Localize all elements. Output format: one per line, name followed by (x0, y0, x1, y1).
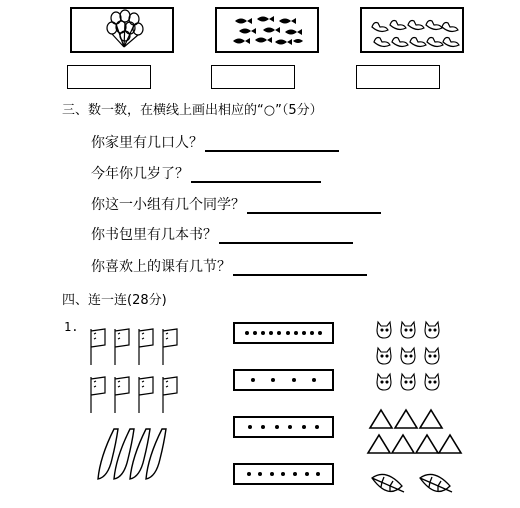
dot-mark (251, 378, 255, 382)
flags-picture (85, 325, 195, 415)
question-row (91, 194, 381, 214)
triangle-icon (416, 435, 438, 453)
dot-mark (286, 331, 290, 335)
dot-mark (258, 472, 262, 476)
question-text: 你书包里有几本书？ (91, 227, 217, 243)
dot-mark (281, 472, 285, 476)
question-text: 你喜欢上的课有几节？ (91, 259, 231, 275)
answer-box-balloons[interactable] (67, 65, 151, 89)
dot-box[interactable] (233, 322, 334, 344)
flag-icon (163, 377, 177, 413)
picture-frame-ducks (360, 7, 464, 53)
cat-icon (425, 374, 439, 390)
triangle-icon (392, 435, 414, 453)
cat-icon (401, 322, 415, 338)
dot-box[interactable] (233, 416, 334, 438)
bananas-picture (92, 425, 182, 485)
dot-mark (312, 378, 316, 382)
item-number: 1. (64, 320, 79, 334)
leaves-picture (368, 468, 463, 508)
dot-mark (315, 425, 319, 429)
flag-icon (91, 377, 105, 413)
dot-mark (270, 472, 274, 476)
dot-mark (292, 378, 296, 382)
cat-icon (401, 348, 415, 364)
question-row (91, 163, 321, 183)
question-text: 你家里有几口人？ (91, 135, 203, 151)
flag-icon (139, 377, 153, 413)
dot-mark (261, 425, 265, 429)
dot-mark (318, 331, 322, 335)
dot-mark (245, 331, 249, 335)
cat-icon (401, 374, 415, 390)
dot-mark (293, 472, 297, 476)
cat-icon (425, 348, 439, 364)
leaf-icon (372, 474, 404, 492)
cat-icon (377, 322, 391, 338)
triangle-icon (368, 435, 390, 453)
flag-icon (115, 329, 129, 365)
dot-mark (294, 331, 298, 335)
section-three-heading: 三、数一数，在横线上画出相应的“○”（5分） (62, 103, 323, 118)
dot-mark (305, 472, 309, 476)
flag-icon (139, 329, 153, 365)
triangle-icon (420, 410, 442, 428)
fish-picture (217, 9, 317, 51)
cat-icon (377, 374, 391, 390)
triangle-icon (439, 435, 461, 453)
leaf-icon (420, 474, 452, 492)
flag-icon (91, 329, 105, 365)
question-row (91, 224, 353, 244)
question-text: 你这一小组有几个同学？ (91, 197, 245, 213)
dot-mark (277, 331, 281, 335)
dot-mark (310, 331, 314, 335)
answer-line[interactable] (191, 171, 321, 183)
dot-box[interactable] (233, 369, 334, 391)
ducks-picture (362, 9, 462, 51)
dot-mark (302, 331, 306, 335)
flag-icon (163, 329, 177, 365)
cat-icon (377, 348, 391, 364)
question-row (91, 256, 367, 276)
answer-line[interactable] (247, 202, 381, 214)
dot-mark (248, 425, 252, 429)
dot-mark (302, 425, 306, 429)
cat-icon (425, 322, 439, 338)
dot-mark (275, 425, 279, 429)
triangle-icon (370, 410, 392, 428)
picture-frame-balloons (70, 7, 174, 53)
dot-mark (247, 472, 251, 476)
question-text: 今年你几岁了？ (91, 166, 189, 182)
dot-mark (271, 378, 275, 382)
section-four-heading: 四、连一连(28分) (62, 293, 167, 308)
answer-line[interactable] (205, 140, 339, 152)
answer-line[interactable] (219, 232, 353, 244)
dot-box[interactable] (233, 463, 334, 485)
question-row (91, 132, 339, 152)
triangle-icon (395, 410, 417, 428)
answer-box-fish[interactable] (211, 65, 295, 89)
answer-line[interactable] (233, 264, 367, 276)
picture-frame-fish (215, 7, 319, 53)
dot-mark (269, 331, 273, 335)
dot-mark (253, 331, 257, 335)
triangles-picture (368, 408, 463, 458)
answer-box-ducks[interactable] (356, 65, 440, 89)
cats-picture (372, 318, 452, 398)
dot-mark (316, 472, 320, 476)
flag-icon (115, 377, 129, 413)
dot-mark (288, 425, 292, 429)
balloons-picture (72, 9, 172, 51)
dot-mark (261, 331, 265, 335)
